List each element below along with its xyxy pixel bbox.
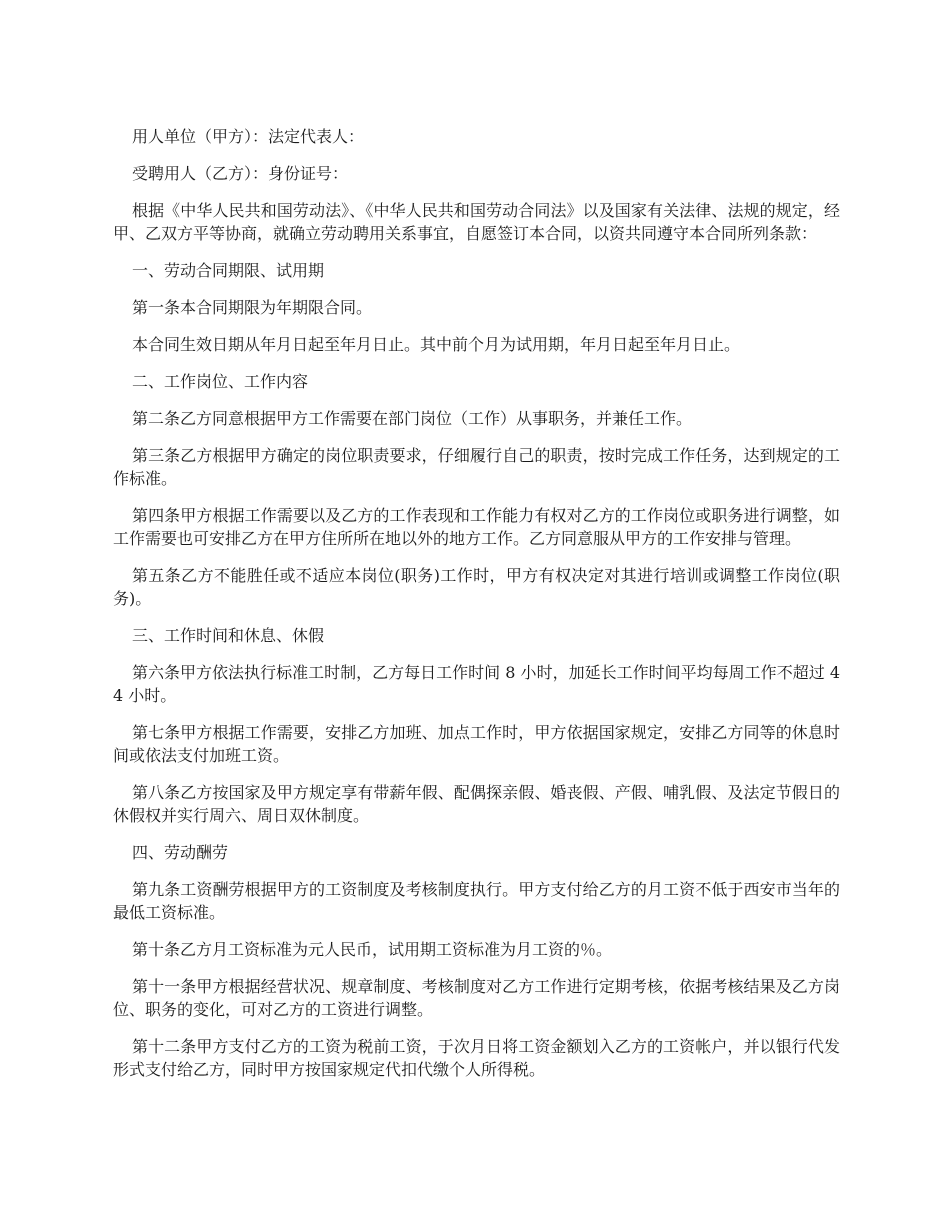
article-paragraph: 第二条乙方同意根据甲方工作需要在部门岗位（工作）从事职务，并兼任工作。 <box>132 409 693 428</box>
article-paragraph: 第九条工资酬劳根据甲方的工资制度及考核制度执行。甲方支付给乙方的月工资不低于西安市当年的最低工资标准。 <box>113 880 840 922</box>
employer-line: 用人单位（甲方）：法定代表人： <box>132 127 365 146</box>
article-paragraph: 本合同生效日期从年月日起至年月日止。其中前个月为试用期，年月日起至年月日止。 <box>132 335 741 354</box>
article-paragraph: 第十二条甲方支付乙方的工资为税前工资，于次月日将工资金额划入乙方的工资帐户，并以银行代发形式支付给乙方，同时甲方按国家规定代扣代缴个人所得税。 <box>113 1037 840 1079</box>
section-heading: 三、工作时间和休息、休假 <box>132 626 325 645</box>
article-paragraph: 第十一条甲方根据经营状况、规章制度、考核制度对乙方工作进行定期考核，依据考核结果及乙方岗位、职务的变化，可对乙方的工资进行调整。 <box>113 977 840 1019</box>
article-paragraph: 第五条乙方不能胜任或不适应本岗位(职务)工作时，甲方有权决定对其进行培训或调整工作岗位(职务)。 <box>113 566 840 608</box>
employee-line: 受聘用人（乙方）：身份证号： <box>132 164 349 183</box>
document-body <box>113 125 840 1095</box>
section-heading: 一、劳动合同期限、试用期 <box>132 261 325 280</box>
section-heading: 二、工作岗位、工作内容 <box>132 372 309 391</box>
article-paragraph: 第七条甲方根据工作需要，安排乙方加班、加点工作时，甲方依据国家规定，安排乙方同等的休息时间或依法支付加班工资。 <box>113 723 840 765</box>
article-paragraph: 第一条本合同期限为年期限合同。 <box>132 298 373 317</box>
article-paragraph: 第八条乙方按国家及甲方规定享有带薪年假、配偶探亲假、婚丧假、产假、哺乳假、及法定节假日的休假权并实行周六、周日双休制度。 <box>113 783 840 825</box>
article-paragraph: 第六条甲方依法执行标准工时制，乙方每日工作时间 8 小时，加延长工作时间平均每周工作不超过 44 小时。 <box>113 663 840 705</box>
article-paragraph: 第三条乙方根据甲方确定的岗位职责要求，仔细履行自己的职责，按时完成工作任务，达到规定的工作标准。 <box>113 446 840 488</box>
section-heading: 四、劳动酬劳 <box>132 843 229 862</box>
preamble-paragraph: 根据《中华人民共和国劳动法》、《中华人民共和国劳动合同法》以及国家有关法律、法规的规定，经甲、乙双方平等协商，就确立劳动聘用关系事宜，自愿签订本合同，以资共同遵守本合同所列条款： <box>113 201 840 243</box>
article-paragraph: 第十条乙方月工资标准为元人民币，试用期工资标准为月工资的％。 <box>132 940 613 959</box>
article-paragraph: 第四条甲方根据工作需要以及乙方的工作表现和工作能力有权对乙方的工作岗位或职务进行调整，如工作需要也可安排乙方在甲方住所所在地以外的地方工作。乙方同意服从甲方的工作安排与管理。 <box>113 506 840 548</box>
